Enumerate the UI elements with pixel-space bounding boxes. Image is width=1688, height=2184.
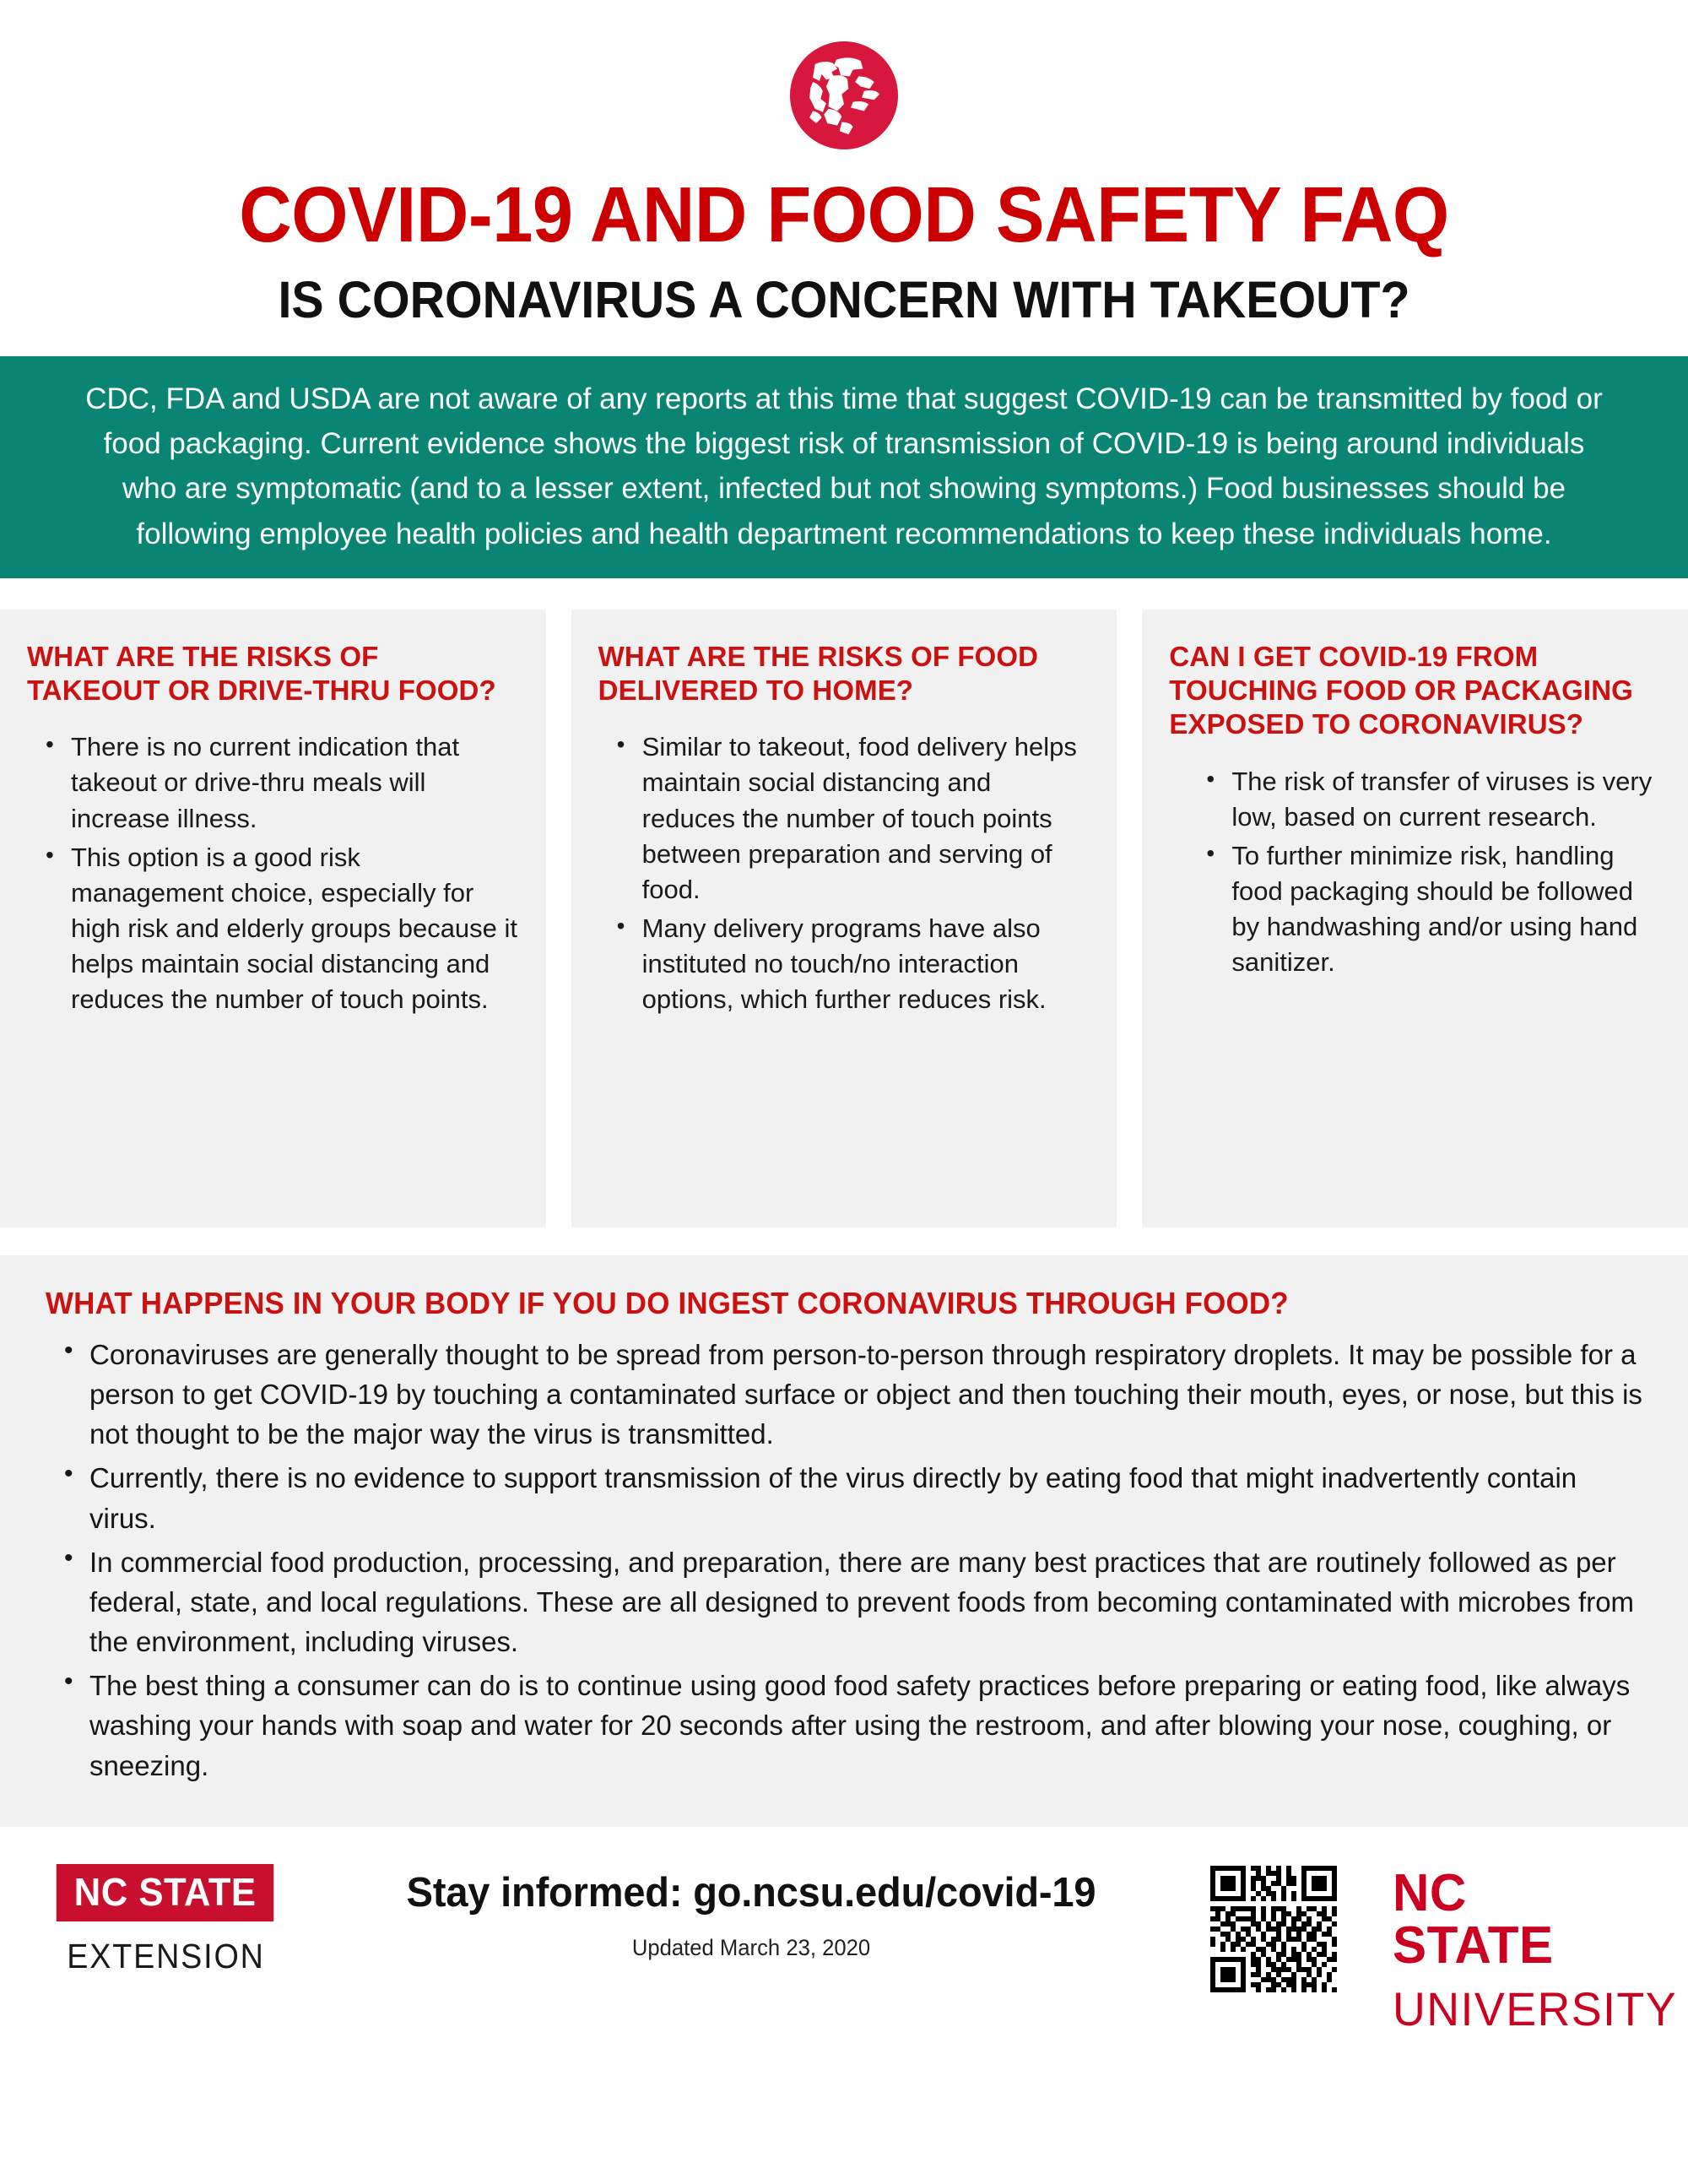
faq-card-delivery-risks (571, 610, 1117, 1227)
faq-card-packaging-risks (1142, 610, 1688, 1227)
list-item: • Similar to takeout, food delivery helps maintain social distancing and reduces the number of touch points between preparation and serving of food. (642, 729, 1090, 908)
ingestion-section-heading: WHAT HAPPENS IN YOUR BODY IF YOU DO INGEST CORONAVIRUS THROUGH FOOD? (46, 1285, 1289, 1320)
faq-card-row (0, 578, 1688, 1227)
list-item: • The best thing a consumer can do is to continue using good food safety practices before preparing or eating food, like always washing your hands with soap and water for 20 seconds after using the restroom, and after blowing your nose, coughing, or sneezing. (89, 1666, 1651, 1786)
updated-date: Updated March 23, 2020 (631, 1934, 871, 1960)
list-item: • In commercial food production, processing, and preparation, there are many best practices that are routinely followed as per federal, state, and local regulations. These are all designed to prevent foods from becoming contaminated with microbes from the environment, including viruses. (89, 1542, 1651, 1662)
page-header (0, 0, 1688, 326)
faq-card-bullet-list (27, 729, 519, 1017)
intro-banner: CDC, FDA and USDA are not aware of any reports at this time that suggest COVID-19 can be transmitted by food or food packaging. Current evidence shows the biggest risk of transmission of COVID-19 is being around individuals who are symptomatic (and to a lesser extent, infected but not showing symptoms.) Food businesses should be following employee health policies and health department recommendations to keep these individuals home. (0, 356, 1688, 578)
list-item: • The risk of transfer of viruses is very low, based on current research. (1231, 764, 1661, 835)
qr-code-container (1210, 1864, 1345, 1992)
university-wordmark-line1: NC STATE (1393, 1863, 1554, 1975)
faq-card-bullet-list (1169, 764, 1661, 981)
globe-icon (788, 40, 900, 151)
qr-code-icon[interactable] (1210, 1866, 1337, 1992)
university-wordmark-line2: UNIVERSITY (1393, 1981, 1678, 2035)
nc-state-extension-logo (39, 1864, 292, 1976)
list-item: • Currently, there is no evidence to support transmission of the virus directly by eating food that might inadvertently contain virus. (89, 1458, 1651, 1537)
ingestion-bullet-list (37, 1335, 1651, 1786)
list-item: • This option is a good risk management choice, especially for high risk and elderly groups because it helps maintain social distancing and reduces the number of touch points. (71, 840, 519, 1018)
ingestion-section (0, 1255, 1688, 1827)
list-item: • Coronaviruses are generally thought to be spread from person-to-person through respiratory droplets. It may be possible for a person to get COVID-19 by touching a contaminated surface or object and then touching their mouth, eyes, or nose, but this is not thought to be the major way the virus is transmitted. (89, 1335, 1651, 1455)
faq-card-heading: WHAT ARE THE RISKS OF FOOD DELIVERED TO HOME? (598, 640, 1039, 706)
list-item: • There is no current indication that takeout or drive-thru meals will increase illness. (71, 729, 519, 836)
stay-informed-link[interactable]: Stay informed: go.ncsu.edu/covid-19 (406, 1869, 1096, 1916)
faq-card-bullet-list (598, 729, 1090, 1017)
faq-card-heading: WHAT ARE THE RISKS OF TAKEOUT OR DRIVE-THRU FOOD? (27, 640, 496, 706)
page-footer (0, 1827, 1688, 2040)
extension-wordmark: EXTENSION (66, 1936, 265, 1975)
page-title: COVID-19 AND FOOD SAFETY FAQ (239, 171, 1449, 258)
list-item: • To further minimize risk, handling food packaging should be followed by handwashing and/or using hand sanitizer. (1231, 838, 1661, 981)
page-subtitle: IS CORONAVIRUS A CONCERN WITH TAKEOUT? (278, 271, 1410, 328)
footer-info-block (292, 1864, 1210, 1961)
faq-card-takeout-risks (0, 610, 546, 1227)
list-item: • Many delivery programs have also instituted no touch/no interaction options, which further reduces risk. (642, 911, 1090, 1017)
globe-icon-container (0, 32, 1688, 159)
faq-card-heading: CAN I GET COVID-19 FROM TOUCHING FOOD OR PACKAGING EXPOSED TO CORONAVIRUS? (1169, 640, 1633, 740)
nc-state-badge: NC STATE (57, 1864, 274, 1921)
nc-state-university-logo (1345, 1863, 1678, 2035)
